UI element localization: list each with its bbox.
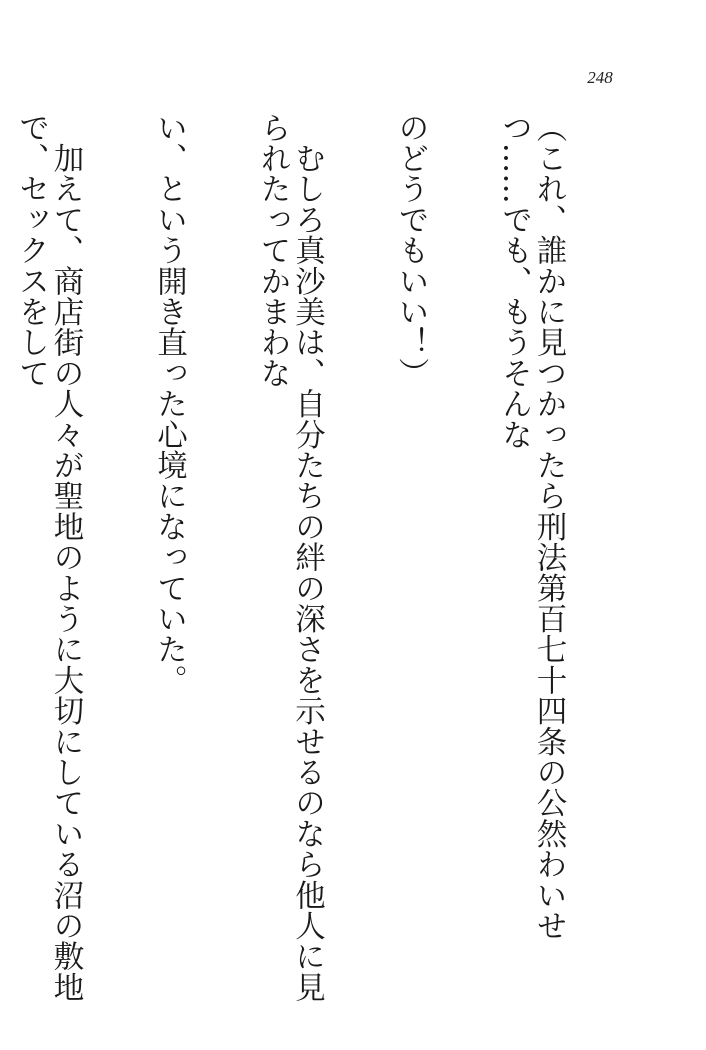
text-line: い、という開き直った心境になっていた。	[151, 112, 187, 696]
text-line: のどうでもいい！）	[393, 112, 428, 389]
page-number: 248	[587, 68, 613, 87]
text-line: 加えて、商店街の人々が聖地のように大切にしている沼の敷地で、セックスをして	[13, 112, 83, 1003]
text-line: （これ、誰かに見つかったら刑法第百七十四条の公然わいせつ……でも、もうそんな	[496, 112, 566, 941]
vertical-text-body	[13, 112, 634, 1017]
text-line: むしろ真沙美は、自分たちの絆の深さを示せるのなら他人に見られたってかまわな	[255, 112, 325, 1003]
